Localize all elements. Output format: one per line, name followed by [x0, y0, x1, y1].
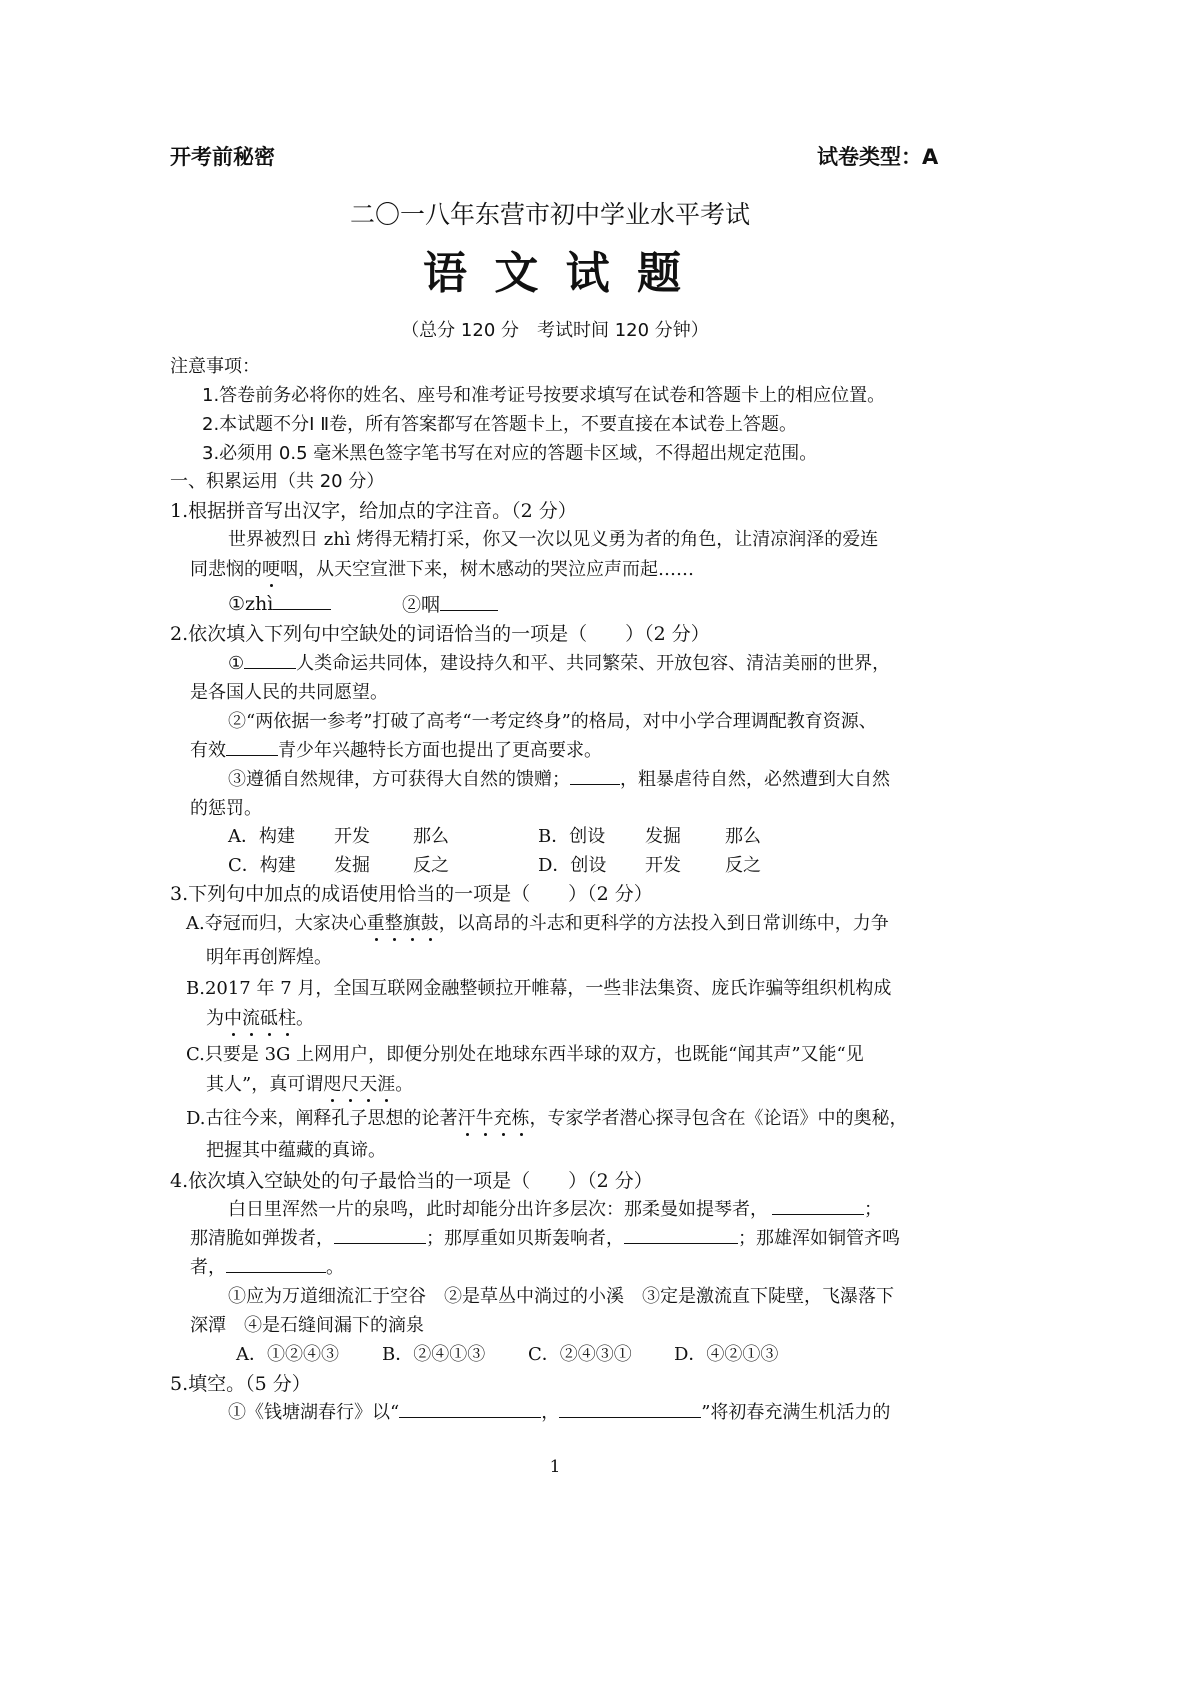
text-segment: 那清脆如弹拨者， [190, 1228, 334, 1249]
text-segment: 。 [296, 1008, 314, 1029]
question-4-choices-line-2: 深潭 ④是石缝间漏下的滴泉 [190, 1315, 424, 1336]
question-5-item-1 [228, 1398, 890, 1424]
question-5-stem: 5.填空。（5 分） [170, 1373, 311, 1395]
question-3-option-a [186, 909, 889, 935]
text-segment: ，以高昂的斗志和更科学的方法投入到日常训练中，力争 [438, 913, 889, 934]
dotted-char: 汗 [458, 1104, 476, 1130]
option-a-word-3: 那么 [413, 826, 449, 847]
text-segment: ，专家学者潜心探寻包含在《论语》中的奥秘， [529, 1108, 908, 1129]
text-segment: 咽，从天空宣泄下来，树木感动的哭泣应声而起…… [280, 559, 694, 580]
exam-subtitle: 二〇一八年东营市初中学业水平考试 [349, 200, 750, 229]
option-c-word-1: C．构建 [228, 855, 296, 876]
text-segment: ；那厚重如贝斯轰响者， [426, 1228, 624, 1249]
notice-item-1: 1.答卷前务必将你的姓名、座号和准考证号按要求填写在试卷和答题卡上的相应位置。 [202, 385, 886, 406]
text-segment: D.古往今来，阐释孔子思想的论著 [186, 1108, 458, 1129]
dotted-char: 咫 [323, 1070, 341, 1096]
question-3-option-a-cont: 明年再创辉煌。 [206, 947, 332, 968]
question-4-option-c: C．②④③① [528, 1344, 632, 1365]
question-3-option-b: B.2017 年 7 月，全国互联网金融整顿拉开帷幕，一些非法集资、庞氏诈骗等组织机构成 [186, 978, 892, 999]
dotted-idiom [224, 1008, 296, 1029]
text-segment: ① [228, 653, 245, 674]
answer-blank[interactable] [440, 591, 498, 611]
question-2-sentence-1 [228, 649, 890, 675]
text-segment: A.夺冠而归，大家决心 [186, 913, 367, 934]
answer-blank[interactable] [772, 1196, 864, 1215]
text-segment: ③遵循自然规律，方可获得大自然的馈赠； [228, 769, 570, 790]
question-3-option-c-cont [206, 1070, 413, 1096]
answer-blank[interactable] [273, 590, 331, 610]
option-c-word-3: 反之 [413, 855, 449, 876]
text-segment: 其人”，真可谓 [206, 1074, 324, 1095]
dotted-char: 柱 [278, 1004, 296, 1030]
paper-type-label: 试卷类型：A [817, 145, 939, 169]
question-1-answer-2 [402, 590, 498, 617]
text-segment: 青少年兴趣特长方面也提出了更高要求。 [278, 740, 602, 761]
question-2-sentence-2: ②“两依据一参考”打破了高考“一考定终身”的格局，对中小学合理调配教育资源、 [228, 711, 877, 732]
option-b-word-3: 那么 [725, 826, 761, 847]
text-segment: ”将初春充满生机活力的 [701, 1402, 891, 1423]
confidential-label: 开考前秘密 [170, 145, 275, 169]
text-segment: 人类命运共同体，建设持久和平、共同繁荣、开放包容、清洁美丽的世界， [296, 653, 891, 674]
question-4-choices-line-1: ①应为万道细流汇于空谷 ②是草丛中淌过的小溪 ③定是激流直下陡壁，飞瀑落下 [228, 1286, 894, 1307]
question-1-passage-line-2 [190, 555, 694, 581]
answer-blank[interactable] [226, 1254, 326, 1273]
dotted-char: 尺 [341, 1070, 359, 1096]
option-a-word-1: A．构建 [228, 826, 295, 847]
text-segment: ，粗暴虐待自然，必然遭到大自然 [620, 769, 890, 790]
answer-blank[interactable] [559, 1399, 701, 1418]
answer-blank[interactable] [334, 1225, 426, 1244]
notice-item-3: 3.必须用 0.5 毫米黑色签字笔书写在对应的答题卡区域，不得超出规定范围。 [202, 443, 818, 464]
question-2-sentence-2-cont [190, 736, 602, 762]
question-2-stem: 2.依次填入下列句中空缺处的词语恰当的一项是（ ）（2 分） [170, 623, 710, 645]
exam-meta: （总分 120 分 考试时间 120 分钟） [401, 320, 709, 341]
dotted-idiom [323, 1074, 395, 1095]
question-2-sentence-3 [228, 765, 890, 791]
notice-item-2: 2.本试题不分Ⅰ Ⅱ卷，所有答案都写在答题卡上，不要直接在本试卷上答题。 [202, 414, 798, 435]
option-d-word-2: 开发 [645, 855, 681, 876]
question-2-sentence-3-cont: 的惩罚。 [190, 798, 262, 819]
answer-label: ②咽 [402, 594, 441, 616]
answer-label: ①zhì [228, 593, 274, 615]
option-d-word-1: D．创设 [538, 855, 607, 876]
dotted-char: 重 [367, 909, 385, 935]
option-a-word-2: 开发 [334, 826, 370, 847]
answer-blank[interactable] [226, 737, 278, 756]
question-3-option-d-cont: 把握其中蕴藏的真谛。 [206, 1140, 386, 1161]
text-segment: 者， [190, 1257, 226, 1278]
option-b-word-1: B．创设 [538, 826, 606, 847]
question-4-option-d: D．④②①③ [674, 1344, 779, 1365]
dotted-char: 涯 [377, 1070, 395, 1096]
question-1-answer-1 [228, 590, 331, 615]
question-4-option-a: A．①②④③ [236, 1344, 339, 1365]
text-segment: 。 [395, 1074, 414, 1095]
dotted-char: 栋 [512, 1104, 530, 1130]
question-1-stem: 1.根据拼音写出汉字，给加点的字注音。（2 分） [170, 500, 577, 522]
dotted-char: 中 [224, 1004, 242, 1030]
answer-blank[interactable] [399, 1399, 541, 1418]
question-4-passage-line-3 [190, 1253, 344, 1279]
option-d-word-3: 反之 [725, 855, 761, 876]
dotted-idiom [458, 1108, 530, 1129]
text-segment: 同悲悯的 [190, 559, 262, 580]
question-3-stem: 3.下列句中加点的成语使用恰当的一项是（ ）（2 分） [170, 883, 653, 905]
question-3-option-c: C.只要是 3G 上网用户，即便分别处在地球东西半球的双方，也既能“闻其声”又能“见 [186, 1044, 864, 1065]
text-segment: ； [864, 1199, 882, 1220]
answer-blank[interactable] [570, 766, 620, 785]
question-4-passage-line-2 [190, 1224, 900, 1250]
question-3-option-d [186, 1104, 908, 1130]
question-3-option-b-cont [206, 1004, 314, 1030]
dotted-char: 旗 [403, 909, 421, 935]
question-1-passage-line-1: 世界被烈日 zhì 烤得无精打采，你又一次以见义勇为者的角色，让清凉润泽的爱连 [228, 529, 879, 550]
question-4-option-b: B．②④①③ [382, 1344, 486, 1365]
text-segment: 为 [206, 1008, 224, 1029]
dotted-char: 流 [242, 1004, 260, 1030]
dotted-idiom [367, 913, 439, 934]
text-segment: ；那雄浑如铜管齐鸣 [738, 1228, 900, 1249]
question-4-passage-line-1 [228, 1195, 882, 1221]
exam-title: 语 文 试 题 [423, 248, 687, 299]
question-4-stem: 4.依次填入空缺处的句子最恰当的一项是（ ）（2 分） [170, 1170, 653, 1192]
text-segment: ①《钱塘湖春行》以“ [228, 1402, 400, 1423]
answer-blank[interactable] [244, 650, 296, 669]
text-segment: 有效 [190, 740, 226, 761]
dotted-char: 牛 [476, 1104, 494, 1130]
answer-blank[interactable] [624, 1225, 738, 1244]
option-c-word-2: 发掘 [334, 855, 370, 876]
notice-heading: 注意事项： [170, 356, 260, 377]
question-2-sentence-1-cont: 是各国人民的共同愿望。 [190, 682, 388, 703]
text-segment: ， [541, 1402, 560, 1423]
dotted-char: 整 [385, 909, 403, 935]
option-b-word-2: 发掘 [645, 826, 681, 847]
dotted-char: 天 [359, 1070, 377, 1096]
dotted-char: 鼓 [421, 909, 439, 935]
text-segment: 白日里浑然一片的泉鸣，此时却能分出许多层次：那柔曼如提琴者， [228, 1199, 768, 1220]
section-heading: 一、积累运用（共 20 分） [170, 471, 385, 492]
dotted-char: 充 [494, 1104, 512, 1130]
dotted-char: 砥 [260, 1004, 278, 1030]
dotted-char: 哽 [262, 555, 280, 581]
page-number: 1 [549, 1457, 561, 1477]
text-segment: 。 [326, 1257, 344, 1278]
